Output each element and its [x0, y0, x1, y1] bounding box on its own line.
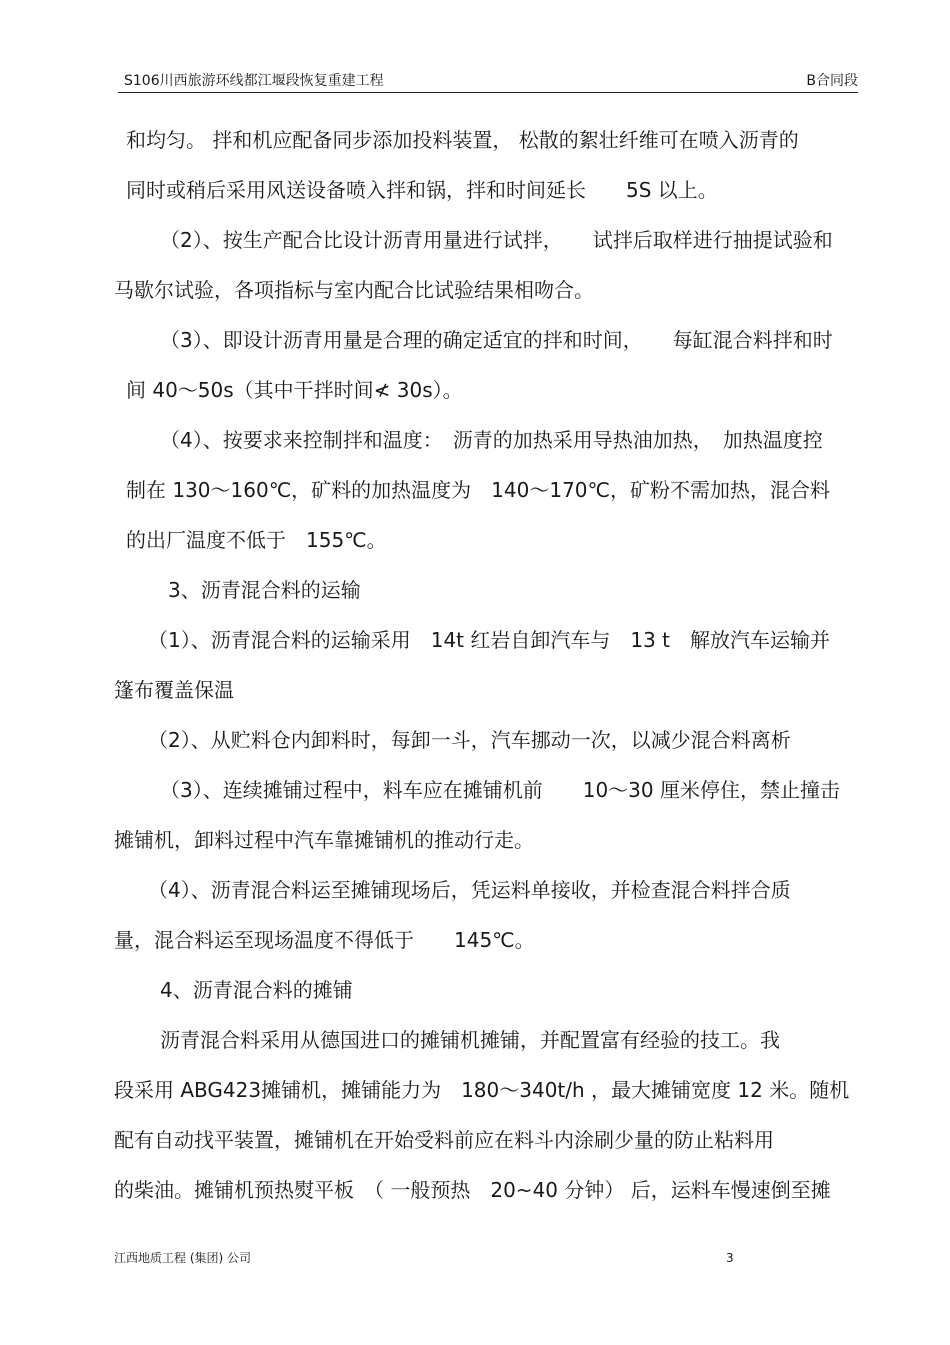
body-line: 沥青混合料采用从德国进口的摊铺机摊铺，并配置富有经验的技工。我 — [160, 1028, 780, 1052]
body-line: 同时或稍后采用风送设备喷入拌和锅，拌和时间延长 5S 以上。 — [126, 178, 718, 202]
body-line: （3）、即设计沥青用量是合理的确定适宜的拌和时间， 每缸混合料拌和时 — [160, 328, 833, 352]
body-line: （4）、按要求来控制拌和温度： 沥青的加热采用导热油加热， 加热温度控 — [160, 428, 823, 452]
body-line: 马歇尔试验，各项指标与室内配合比试验结果相吻合。 — [114, 278, 594, 302]
body-line: 制在 130～160℃，矿料的加热温度为 140～170℃，矿粉不需加热，混合料 — [126, 478, 830, 502]
body-line: 和均匀。 拌和机应配备同步添加投料装置， 松散的絮壮纤维可在喷入沥青的 — [126, 128, 799, 152]
body-line: （4）、沥青混合料运至摊铺现场后，凭运料单接收，并检查混合料拌合质 — [148, 878, 791, 902]
footer-page-number: 3 — [726, 1251, 734, 1265]
body-line: （1）、沥青混合料的运输采用 14t 红岩自卸汽车与 13 t 解放汽车运输并 — [148, 628, 831, 652]
body-line: （3）、连续摊铺过程中，料车应在摊铺机前 10～30 厘米停住，禁止撞击 — [160, 778, 840, 802]
footer-company: 江西地质工程 (集团) 公司 — [114, 1251, 251, 1265]
body-line: 的出厂温度不低于 155℃。 — [126, 528, 387, 552]
header-contract-section: B合同段 — [806, 73, 858, 89]
body-line: 量，混合料运至现场温度不得低于 145℃。 — [114, 928, 535, 952]
body-line: 篷布覆盖保温 — [114, 678, 234, 702]
body-line: 摊铺机，卸料过程中汽车靠摊铺机的推动行走。 — [114, 828, 534, 852]
body-line: 的柴油。摊铺机预热熨平板 （ 一般预热 20~40 分钟） 后，运料车慢速倒至摊 — [114, 1178, 831, 1202]
section-heading: 4、沥青混合料的摊铺 — [160, 978, 353, 1002]
page-header — [118, 70, 858, 93]
body-line: 配有自动找平装置，摊铺机在开始受料前应在料斗内涂刷少量的防止粘料用 — [114, 1128, 774, 1152]
header-project-title: S106川西旅游环线都江堰段恢复重建工程 — [124, 73, 384, 89]
section-heading: 3、沥青混合料的运输 — [168, 578, 361, 602]
body-line: （2）、按生产配合比设计沥青用量进行试拌， 试拌后取样进行抽提试验和 — [160, 228, 833, 252]
body-line: （2）、从贮料仓内卸料时，每卸一斗，汽车挪动一次，以减少混合料离析 — [148, 728, 791, 752]
body-line: 段采用 ABG423摊铺机，摊铺能力为 180～340t/h ，最大摊铺宽度 12 米。随机 — [114, 1078, 850, 1102]
body-line: 间 40～50s（其中干拌时间≮ 30s）。 — [126, 378, 463, 402]
